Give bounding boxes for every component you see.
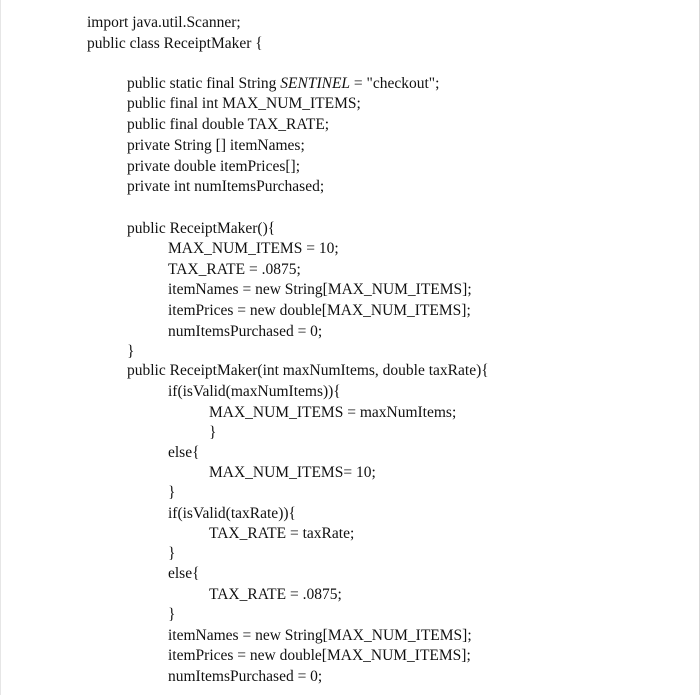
code-line-num-items: private int numItemsPurchased; xyxy=(127,178,325,195)
code-line-assign: numItemsPurchased = 0; xyxy=(168,323,323,340)
code-line-assign: TAX_RATE = taxRate; xyxy=(209,525,355,542)
code-line-assign: numItemsPurchased = 0; xyxy=(168,668,323,685)
code-line-brace: } xyxy=(209,424,217,441)
code-line-max-items: public final int MAX_NUM_ITEMS; xyxy=(127,95,361,112)
code-line-sentinel: public static final String SENTINEL = "checkout"; xyxy=(127,75,440,92)
code-line-tax-rate: public final double TAX_RATE; xyxy=(127,116,330,133)
code-line-brace: } xyxy=(127,343,135,360)
code-line-item-prices: private double itemPrices[]; xyxy=(127,158,301,175)
code-line-class-decl: public class ReceiptMaker { xyxy=(87,35,263,52)
code-line-if: if(isValid(maxNumItems)){ xyxy=(168,383,341,400)
code-line-ctor-params: public ReceiptMaker(int maxNumItems, double taxRate){ xyxy=(127,362,489,379)
code-line-assign: itemNames = new String[MAX_NUM_ITEMS]; xyxy=(168,627,472,644)
code-line-assign: MAX_NUM_ITEMS = maxNumItems; xyxy=(209,404,457,421)
code-line-brace: } xyxy=(168,484,176,501)
code-line-assign: MAX_NUM_ITEMS = 10; xyxy=(168,240,339,257)
code-line-else: else{ xyxy=(168,565,200,582)
code-line-brace: } xyxy=(168,545,176,562)
code-line-assign: TAX_RATE = .0875; xyxy=(209,586,342,603)
code-line-brace: } xyxy=(168,606,176,623)
code-line-else: else{ xyxy=(168,444,200,461)
code-line-import: import java.util.Scanner; xyxy=(87,14,241,31)
code-line-assign: MAX_NUM_ITEMS= 10; xyxy=(209,464,376,481)
code-line-assign: itemPrices = new double[MAX_NUM_ITEMS]; xyxy=(168,302,471,319)
code-line-assign: itemNames = new String[MAX_NUM_ITEMS]; xyxy=(168,281,472,298)
code-line-item-names: private String [] itemNames; xyxy=(127,137,305,154)
code-line-if: if(isValid(taxRate)){ xyxy=(168,505,296,522)
code-line-assign: TAX_RATE = .0875; xyxy=(168,261,301,278)
code-line-assign: itemPrices = new double[MAX_NUM_ITEMS]; xyxy=(168,647,471,664)
code-line-ctor-default: public ReceiptMaker(){ xyxy=(127,220,276,237)
